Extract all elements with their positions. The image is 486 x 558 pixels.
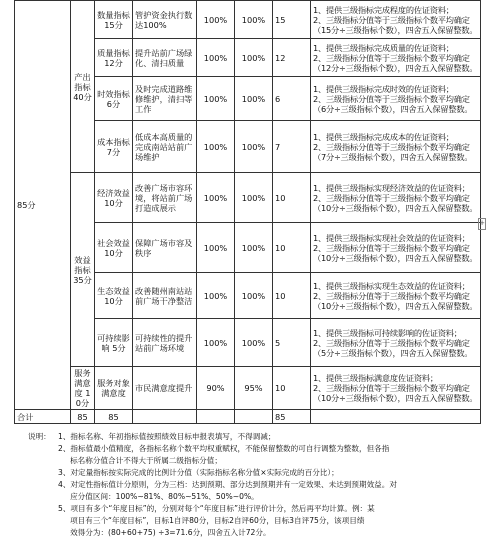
score-value: 7 xyxy=(273,121,311,173)
actual-value: 100% xyxy=(235,319,273,367)
evaluation-table-container xyxy=(14,0,480,424)
indicator-name: 生态效益 10分 xyxy=(95,273,133,319)
scoring-criteria: 1、提供三级指标可持续影响的佐证资料； 2、三级指标分值等于三级指标个数平均确定（5分÷三级指标个数），四舍五入保留整数。 xyxy=(311,319,481,367)
note-item: 5、项目有多个“年度目标”的，分别对每个“年度目标”进行评价计分，然后再平均计算。例：某 项目有三个“年度目标”，目标1自评80分，目标2自评60分，目标3自评75分，该项目绩 效得分为：(80+60+75) ÷3=71.6分，四舍五入计72分。 xyxy=(58,504,375,537)
notes-heading: 说明： xyxy=(28,432,51,441)
target-value: 100% xyxy=(197,319,235,367)
total-table xyxy=(14,409,481,424)
indicator-name: 时效指标 6分 xyxy=(95,77,133,121)
indicator-name: 成本指标 7分 xyxy=(95,121,133,173)
target-value: 100% xyxy=(197,121,235,173)
notes-block xyxy=(14,431,480,539)
score-value: 6 xyxy=(273,77,311,121)
table-row xyxy=(15,1,481,39)
notes-section xyxy=(14,431,480,539)
actual-value: 95% xyxy=(235,367,273,410)
note-item: 4、对定性指标值计分原则，分为三档：达到预期、部分达到预期并有一定效果、未达到预期效益。对 应分值区间：100%~81%、80%~51%、50%~0%。 xyxy=(58,480,397,501)
total-value-b: 85 xyxy=(95,410,133,424)
notes-list xyxy=(58,431,480,539)
scoring-criteria: 1、提供三级指标完成时效的佐证资料； 2、三级指标分值等于三级指标个数平均确定（6分÷三级指标个数），四舍五入保留整数。 xyxy=(311,77,481,121)
total-label: 合计 xyxy=(15,410,71,424)
actual-value: 100% xyxy=(235,121,273,173)
actual-value: 100% xyxy=(235,1,273,39)
indicator-name: 可持续影响 5分 xyxy=(95,319,133,367)
scoring-criteria: 1、提供三级指标满意度佐证资料； 2、三级指标分值等于三级指标个数平均确定（10分÷三级指标个数），四舍五入保留整数。 xyxy=(311,367,481,410)
indicator-desc: 提升站前广场绿化、清扫质量 xyxy=(133,39,197,77)
table-row xyxy=(15,367,481,410)
actual-value: 100% xyxy=(235,39,273,77)
actual-value: 100% xyxy=(235,223,273,273)
output-indicator-group: 产出指标 40分 xyxy=(71,1,95,173)
indicator-name: 服务对象满意度 xyxy=(95,367,133,410)
scoring-criteria: 1、提供三级指标实现经济效益的佐证资料； 2、三级指标分值等于三级指标个数平均确定（10分÷三级指标个数），四舍五入保留整数。 xyxy=(311,173,481,223)
indicator-desc: 改善广场市容环境，将站前广场打造成展示 xyxy=(133,173,197,223)
actual-value: 100% xyxy=(235,173,273,223)
indicator-name: 数量指标 15分 xyxy=(95,1,133,39)
target-value: 100% xyxy=(197,173,235,223)
indicator-desc: 保障广场市容及秩序 xyxy=(133,223,197,273)
score-value: 10 xyxy=(273,273,311,319)
scoring-criteria: 1、提供三级指标完成质量的佐证资料； 2、三级指标分值等于三级指标个数平均确定（12分÷三级指标个数），四舍五入保留整数。 xyxy=(311,39,481,77)
performance-evaluation-table xyxy=(14,0,481,410)
actual-value: 100% xyxy=(235,273,273,319)
add-row-handle-icon[interactable]: + xyxy=(478,218,486,230)
actual-value: 100% xyxy=(235,77,273,121)
score-value: 10 xyxy=(273,223,311,273)
target-value: 100% xyxy=(197,223,235,273)
scoring-criteria: 1、提供三级指标完成程度的佐证资料； 2、三级指标分值等于三级指标个数平均确定（15分÷三级指标个数），四舍五入保留整数。 xyxy=(311,1,481,39)
score-value: 15 xyxy=(273,1,311,39)
score-value: 10 xyxy=(273,367,311,410)
total-value-a: 85 xyxy=(71,410,95,424)
table-row xyxy=(15,173,481,223)
total-score: 85 xyxy=(273,410,311,424)
satisfaction-indicator-group: 服务满意度 10分 xyxy=(71,367,95,410)
target-value: 100% xyxy=(197,77,235,121)
indicator-desc: 可持续性的提升站前广场环境 xyxy=(133,319,197,367)
note-item: 1、指标名称、年初指标值按照绩效目标申报表填写，不得调减； xyxy=(58,432,276,441)
indicator-name: 经济效益 10分 xyxy=(95,173,133,223)
indicator-name: 质量指标 12分 xyxy=(95,39,133,77)
scoring-criteria: 1、提供三级指标实现社会效益的佐证资料； 2、三级指标分值等于三级指标个数平均确定（10分÷三级指标个数），四舍五入保留整数。 xyxy=(311,223,481,273)
scoring-criteria: 1、提供三级指标完成成本的佐证资料； 2、三级指标分值等于三级指标个数平均确定（7分÷三级指标个数），四舍五入保留整数。 xyxy=(311,121,481,173)
scoring-criteria: 1、提供三级指标实现生态效益的佐证资料； 2、三级指标分值等于三级指标个数平均确定（10分÷三级指标个数），四舍五入保留整数。 xyxy=(311,273,481,319)
note-item: 2、指标值最小值精度，各指标名称个数平均权重赋权，不能保留整数的可自行调整为整数，但各指 标名称分值合计不得大于所属二级指标分值； xyxy=(58,444,390,465)
indicator-desc: 管护资金执行数达100% xyxy=(133,1,197,39)
indicator-desc: 市民满意度提升 xyxy=(133,367,197,410)
score-value: 10 xyxy=(273,173,311,223)
indicator-desc: 改善随州南站站前广场干净整洁 xyxy=(133,273,197,319)
indicator-desc: 及时完成道路维修维护，清扫等工作 xyxy=(133,77,197,121)
indicator-desc: 低成本高质量的完成南站站前广场维护 xyxy=(133,121,197,173)
target-value: 100% xyxy=(197,273,235,319)
target-value: 100% xyxy=(197,39,235,77)
total-row xyxy=(15,410,481,424)
benefit-indicator-group: 效益指标 35分 xyxy=(71,173,95,367)
target-value: 100% xyxy=(197,1,235,39)
indicator-name: 社会效益 10分 xyxy=(95,223,133,273)
first-level-score: 85分 xyxy=(15,1,71,410)
score-value: 12 xyxy=(273,39,311,77)
note-item: 3、对定量指标按实际完成的比例计分值（实际指标名称分值×实际完成的百分比）； xyxy=(58,468,339,477)
target-value: 90% xyxy=(197,367,235,410)
score-value: 5 xyxy=(273,319,311,367)
